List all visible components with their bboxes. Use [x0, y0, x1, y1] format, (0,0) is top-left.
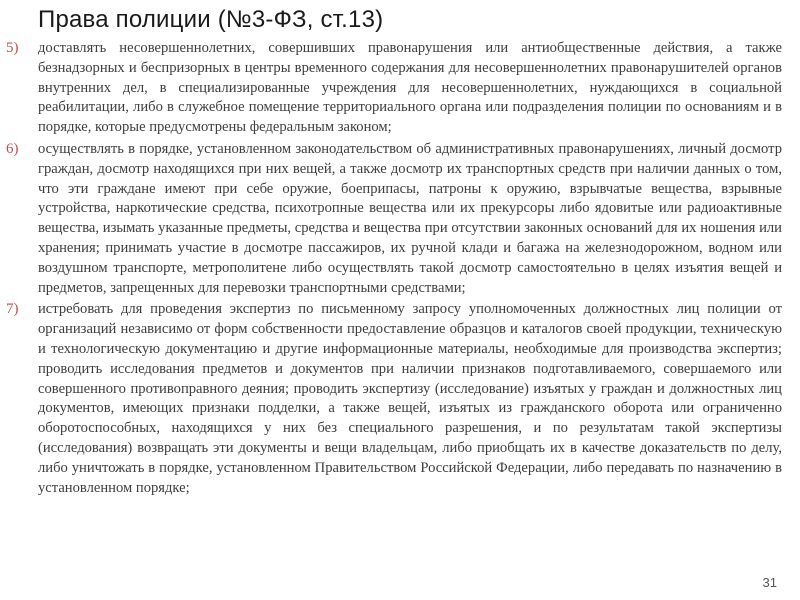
list-item-text: доставлять несовершеннолетних, совершивших правонарушения или антиобщественные действия, а также безнадзорных и беспризорных в центры временного содержания для несовершеннолетних правонарушителей органов внутренних дел, в специализированные учреждения для несовершеннолетних, нуждающихся в социальной реабилитации, либо в служебное помещение территориального органа или подразделения полиции по основаниям и в порядке, которые предусмотрены федеральным законом;	[38, 40, 782, 136]
list-item-5	[0, 39, 800, 138]
list-item-7	[0, 300, 800, 498]
list-item-text: истребовать для проведения экспертиз по письменному запросу уполномоченных должностных лиц полиции от организаций независимо от форм собственности предоставление образцов и каталогов своей продукции, техническую и технологическую документацию и другие информационные материалы, необходимые для производства экспертиз; проводить исследования предметов и документов при наличии признаков подготавливаемого, совершаемого или совершенного противоправного деяния; проводить экспертизу (исследование) изъятых у граждан и должностных лиц документов, имеющих признаки подделки, а также вещей, изъятых из гражданского оборота или ограниченно оборотоспособных, находящихся у них без специального разрешения, и по результатам такой экспертизы (исследования) возвращать эти документы и вещи владельцам, либо приобщать их в качестве доказательств по делу, либо уничтожать в порядке, установленном Правительством Российской Федерации, либо передавать по назначению в установленном порядке;	[38, 301, 782, 496]
list-item-number: 7)	[6, 301, 19, 318]
list-item-text: осуществлять в порядке, установленном законодательством об административных правонарушениях, личный досмотр граждан, досмотр находящихся при них вещей, а также досмотр их транспортных средств при наличии данных о том, что эти граждане имеют при себе оружие, боеприпасы, патроны к оружию, взрывчатые вещества, взрывные устройства, наркотические средства, психотропные вещества или их прекурсоры либо ядовитые или радиоактивные вещества, изымать указанные предметы, средства и вещества при отсутствии законных оснований для их ношения или хранения; принимать участие в досмотре пассажиров, их ручной клади и багажа на железнодорожном, водном или воздушном транспорте, метрополитене либо осуществлять такой досмотр самостоятельно в целях изъятия вещей и предметов, запрещенных для перевозки транспортными средствами;	[38, 140, 782, 296]
list-item-number: 5)	[6, 40, 19, 56]
page-number: 31	[762, 575, 777, 590]
list-item-6	[0, 140, 800, 298]
numbered-list	[0, 39, 800, 500]
list-item-number: 6)	[6, 140, 19, 157]
slide-title: Права полиции (№3-ФЗ, ст.13)	[38, 6, 384, 33]
